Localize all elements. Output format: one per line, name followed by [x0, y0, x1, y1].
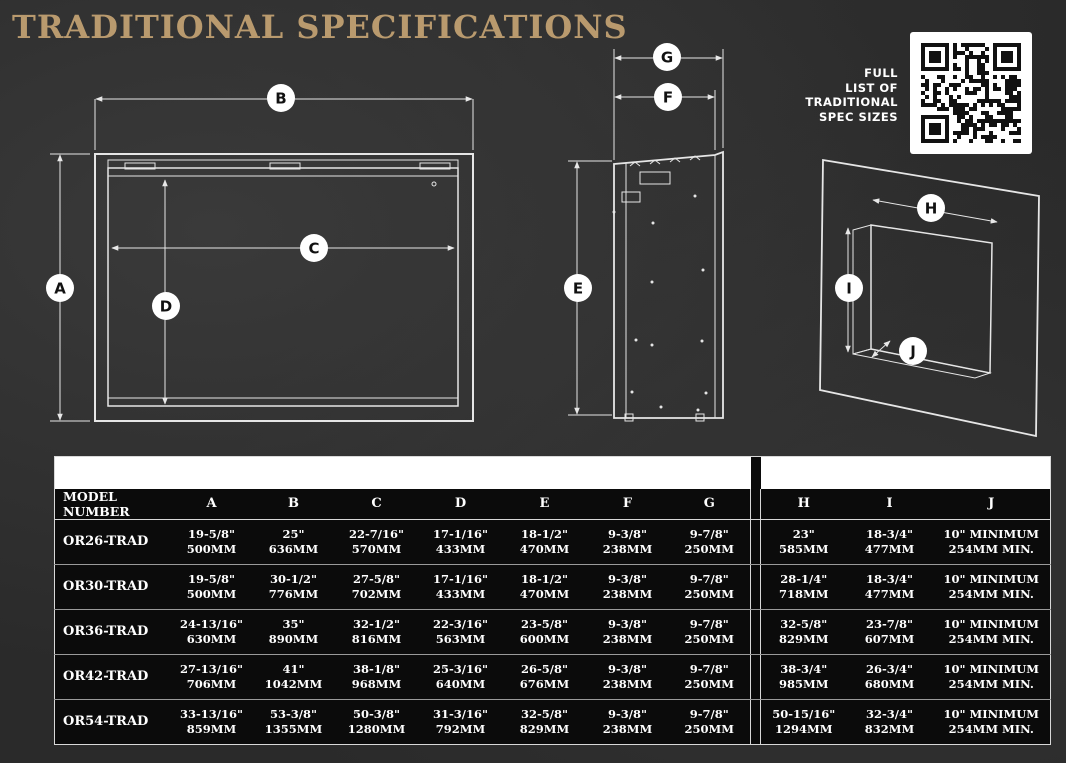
imperial-value: 38-1/8": [353, 661, 400, 676]
metric-value: 702MM: [351, 586, 402, 601]
label-i-text: I: [846, 279, 852, 298]
imperial-value: 28-1/4": [780, 571, 828, 586]
dim-g-cell: [669, 609, 751, 654]
column-header-i: I: [847, 489, 933, 520]
label-e: [564, 274, 592, 302]
metric-value: 250MM: [684, 631, 734, 646]
dim-c-cell: [335, 609, 419, 654]
dim-e-cell: [503, 654, 587, 699]
model-number-cell: OR30-TRAD: [55, 564, 171, 609]
dim-j-cell: [933, 609, 1051, 654]
metric-value: 1294MM: [775, 721, 833, 736]
page-title: TRADITIONAL SPECIFICATIONS: [12, 8, 628, 46]
imperial-value: 18-1/2": [521, 571, 568, 586]
table-row: [55, 654, 1051, 699]
dim-f-cell: [587, 564, 669, 609]
table-row: [55, 609, 1051, 654]
imperial-value: 18-3/4": [866, 571, 913, 586]
imperial-value: 9-7/8": [689, 526, 729, 541]
label-a: [46, 274, 74, 302]
table-row: [55, 564, 1051, 609]
imperial-value: 9-3/8": [608, 571, 647, 586]
dimensions-table-body: [55, 519, 1051, 744]
dim-e-cell: [503, 609, 587, 654]
imperial-value: 10" MINIMUM: [943, 616, 1039, 631]
imperial-value: 18-3/4": [866, 526, 913, 541]
imperial-value: 9-7/8": [689, 616, 729, 631]
metric-value: 829MM: [519, 721, 570, 736]
metric-value: 470MM: [519, 541, 570, 556]
dim-g-cell: [669, 519, 751, 564]
imperial-value: 9-3/8": [608, 526, 647, 541]
imperial-value: 53-3/8": [270, 706, 317, 721]
metric-value: 238MM: [602, 676, 653, 691]
column-gap: [751, 519, 761, 564]
label-h-text: H: [924, 199, 938, 218]
dim-j-cell: [933, 519, 1051, 564]
dim-d-cell: [419, 564, 503, 609]
model-number-cell: OR36-TRAD: [55, 609, 171, 654]
imperial-value: 32-5/8": [521, 706, 568, 721]
label-c-text: C: [308, 239, 320, 258]
qr-caption-line: LIST OF: [845, 80, 898, 95]
imperial-value: 10" MINIMUM: [943, 571, 1039, 586]
metric-value: 477MM: [864, 586, 915, 601]
metric-value: 776MM: [268, 586, 319, 601]
label-e-text: E: [572, 279, 584, 298]
column-gap: [751, 609, 761, 654]
imperial-value: 9-3/8": [608, 661, 647, 676]
imperial-value: 25": [282, 526, 305, 541]
imperial-value: 19-5/8": [188, 571, 235, 586]
table-row: [55, 519, 1051, 564]
column-header-a: A: [171, 489, 253, 520]
imperial-value: 23": [792, 526, 815, 541]
model-number-cell: OR54-TRAD: [63, 714, 149, 729]
imperial-value: 25-3/16": [433, 661, 488, 676]
imperial-value: 18-1/2": [521, 526, 568, 541]
metric-value: 254MM MIN.: [948, 586, 1034, 601]
dim-g-cell: [669, 564, 751, 609]
imperial-value: 9-7/8": [689, 571, 729, 586]
metric-value: 630MM: [186, 631, 237, 646]
dim-j-cell: [933, 654, 1051, 699]
dim-b-cell: [253, 699, 335, 744]
metric-value: 636MM: [268, 541, 319, 556]
framing-dimensions-title: FRAMING DIMENSIONS: [762, 461, 1033, 485]
metric-value: 238MM: [602, 541, 653, 556]
metric-value: 680MM: [864, 676, 915, 691]
imperial-value: 38-3/4": [780, 661, 828, 676]
dim-j-cell: [933, 699, 1051, 744]
imperial-value: 9-3/8": [608, 616, 647, 631]
imperial-value: 30-1/2": [270, 571, 317, 586]
metric-value: 500MM: [186, 541, 237, 556]
label-f: [654, 83, 682, 111]
column-header-d: D: [419, 489, 503, 520]
dim-a-cell: [171, 564, 253, 609]
dim-e-cell: [503, 699, 587, 744]
metric-value: 640MM: [435, 676, 486, 691]
metric-value: 968MM: [351, 676, 402, 691]
dim-i-cell: [847, 699, 933, 744]
metric-value: 563MM: [435, 631, 486, 646]
front-view-drawing: [50, 99, 473, 421]
dim-c-cell: [335, 519, 419, 564]
metric-value: 600MM: [519, 631, 570, 646]
dimensions-table: [54, 456, 1051, 745]
label-i: [835, 274, 863, 302]
dim-h-cell: [761, 609, 847, 654]
dim-c-cell: [335, 654, 419, 699]
metric-value: 832MM: [864, 721, 915, 736]
metric-value: 238MM: [602, 721, 653, 736]
imperial-value: 24-13/16": [180, 616, 243, 631]
column-header-model: MODEL NUMBER: [55, 489, 171, 520]
metric-value: 470MM: [519, 586, 570, 601]
dim-c-cell: [335, 699, 419, 744]
imperial-value: 50-3/8": [353, 706, 400, 721]
dim-i-cell: [847, 654, 933, 699]
imperial-value: 35": [282, 616, 305, 631]
imperial-value: 9-7/8": [689, 706, 729, 721]
dim-a-cell: [171, 654, 253, 699]
dim-a-cell: [171, 699, 253, 744]
metric-value: 585MM: [779, 541, 829, 556]
qr-caption-line: SPEC SIZES: [818, 109, 898, 124]
metric-value: 890MM: [268, 631, 319, 646]
dim-g-cell: [669, 699, 751, 744]
dim-a-cell: [171, 609, 253, 654]
metric-value: 816MM: [351, 631, 402, 646]
column-gap: [751, 564, 761, 609]
imperial-value: 19-5/8": [188, 526, 235, 541]
metric-value: 1355MM: [264, 721, 323, 736]
column-header-g: G: [669, 489, 751, 520]
column-gap: [751, 699, 761, 744]
dim-d-cell: [419, 609, 503, 654]
dim-i-cell: [847, 564, 933, 609]
label-f-text: F: [662, 88, 674, 107]
imperial-value: 10" MINIMUM: [943, 661, 1039, 676]
metric-value: 859MM: [186, 721, 237, 736]
table-row: [55, 699, 1051, 744]
dim-i-cell: [847, 609, 933, 654]
qr-caption-line: FULL: [864, 66, 898, 80]
dim-h-cell: [761, 699, 847, 744]
metric-value: 570MM: [351, 541, 402, 556]
imperial-value: 26-3/4": [866, 661, 913, 676]
qr-caption-line: TRADITIONAL: [805, 95, 898, 109]
label-g-text: G: [660, 48, 674, 67]
metric-value: 254MM MIN.: [948, 676, 1034, 691]
column-gap: [751, 489, 761, 520]
dim-e-cell: [503, 519, 587, 564]
metric-value: 250MM: [684, 721, 734, 736]
imperial-value: 23-5/8": [521, 616, 568, 631]
dim-a-cell: [171, 519, 253, 564]
dim-e-cell: [503, 564, 587, 609]
label-h: [917, 194, 945, 222]
imperial-value: 50-15/16": [772, 706, 836, 721]
imperial-value: 27-5/8": [353, 571, 400, 586]
imperial-value: 41": [282, 661, 305, 676]
label-c: [300, 234, 328, 262]
metric-value: 1280MM: [347, 721, 406, 736]
model-number-cell: OR42-TRAD: [55, 654, 171, 699]
dim-b-cell: [253, 519, 335, 564]
imperial-value: 27-13/16": [180, 661, 243, 676]
dim-h-cell: [761, 519, 847, 564]
imperial-value: 32-5/8": [780, 616, 828, 631]
metric-value: 238MM: [602, 586, 653, 601]
model-number-cell: OR26-TRAD: [55, 519, 171, 564]
dim-d-cell: [419, 699, 503, 744]
dim-b-cell: [253, 564, 335, 609]
metric-value: 1042MM: [264, 676, 323, 691]
imperial-value: 10" MINIMUM: [943, 706, 1039, 721]
dim-c-cell: [335, 564, 419, 609]
metric-value: 706MM: [186, 676, 237, 691]
imperial-value: 32-1/2": [353, 616, 400, 631]
dim-g-cell: [669, 654, 751, 699]
metric-value: 254MM MIN.: [948, 541, 1034, 556]
label-j-text: J: [910, 342, 916, 361]
imperial-value: 9-7/8": [689, 661, 729, 676]
column-header-j: J: [933, 489, 1051, 520]
metric-value: 985MM: [779, 676, 829, 691]
metric-value: 792MM: [435, 721, 486, 736]
imperial-value: 22-7/16": [349, 526, 404, 541]
metric-value: 238MM: [602, 631, 653, 646]
label-b-text: B: [275, 89, 287, 108]
dim-b-cell: [253, 654, 335, 699]
imperial-value: 17-1/16": [433, 526, 488, 541]
label-d-text: D: [159, 297, 173, 316]
imperial-value: 23-7/8": [866, 616, 913, 631]
imperial-value: 26-5/8": [521, 661, 568, 676]
dim-f-cell: [587, 654, 669, 699]
metric-value: 500MM: [186, 586, 237, 601]
imperial-value: 33-13/16": [180, 706, 243, 721]
imperial-value: 22-3/16": [433, 616, 488, 631]
column-header-f: F: [587, 489, 669, 520]
column-header-e: E: [503, 489, 587, 520]
label-d: [152, 292, 180, 320]
imperial-value: 17-1/16": [433, 571, 488, 586]
metric-value: 829MM: [779, 631, 829, 646]
dim-f-cell: [587, 519, 669, 564]
metric-value: 676MM: [519, 676, 570, 691]
dim-d-cell: [419, 654, 503, 699]
metric-value: 250MM: [684, 676, 734, 691]
metric-value: 254MM MIN.: [948, 721, 1034, 736]
dim-f-cell: [587, 609, 669, 654]
metric-value: 250MM: [684, 541, 734, 556]
section-header-row: [55, 457, 1051, 489]
column-header-h: H: [761, 489, 847, 520]
imperial-value: 10" MINIMUM: [943, 526, 1039, 541]
imperial-value: 31-3/16": [433, 706, 488, 721]
label-a-text: A: [54, 279, 66, 298]
dim-b-cell: [253, 609, 335, 654]
dim-h-cell: [761, 654, 847, 699]
metric-value: 250MM: [684, 586, 734, 601]
side-view-drawing: [568, 49, 723, 421]
column-header-b: B: [253, 489, 335, 520]
dim-h-cell: [761, 564, 847, 609]
column-gap: [751, 654, 761, 699]
metric-value: 433MM: [435, 541, 486, 556]
dim-d-cell: [419, 519, 503, 564]
imperial-value: 9-3/8": [608, 706, 647, 721]
metric-value: 718MM: [779, 586, 829, 601]
metric-value: 254MM MIN.: [948, 631, 1034, 646]
dim-i-cell: [847, 519, 933, 564]
column-header-row: [55, 489, 1051, 520]
imperial-value: 32-3/4": [866, 706, 913, 721]
dim-f-cell: [587, 699, 669, 744]
column-gap: [751, 457, 761, 489]
metric-value: 477MM: [864, 541, 915, 556]
dim-j-cell: [933, 564, 1051, 609]
column-header-c: C: [335, 489, 419, 520]
label-j: [899, 337, 927, 365]
product-dimensions-title: PRODUCT DIMENSIONS: [267, 461, 539, 485]
label-b: [267, 84, 295, 112]
label-g: [653, 43, 681, 71]
metric-value: 607MM: [864, 631, 915, 646]
metric-value: 433MM: [435, 586, 486, 601]
